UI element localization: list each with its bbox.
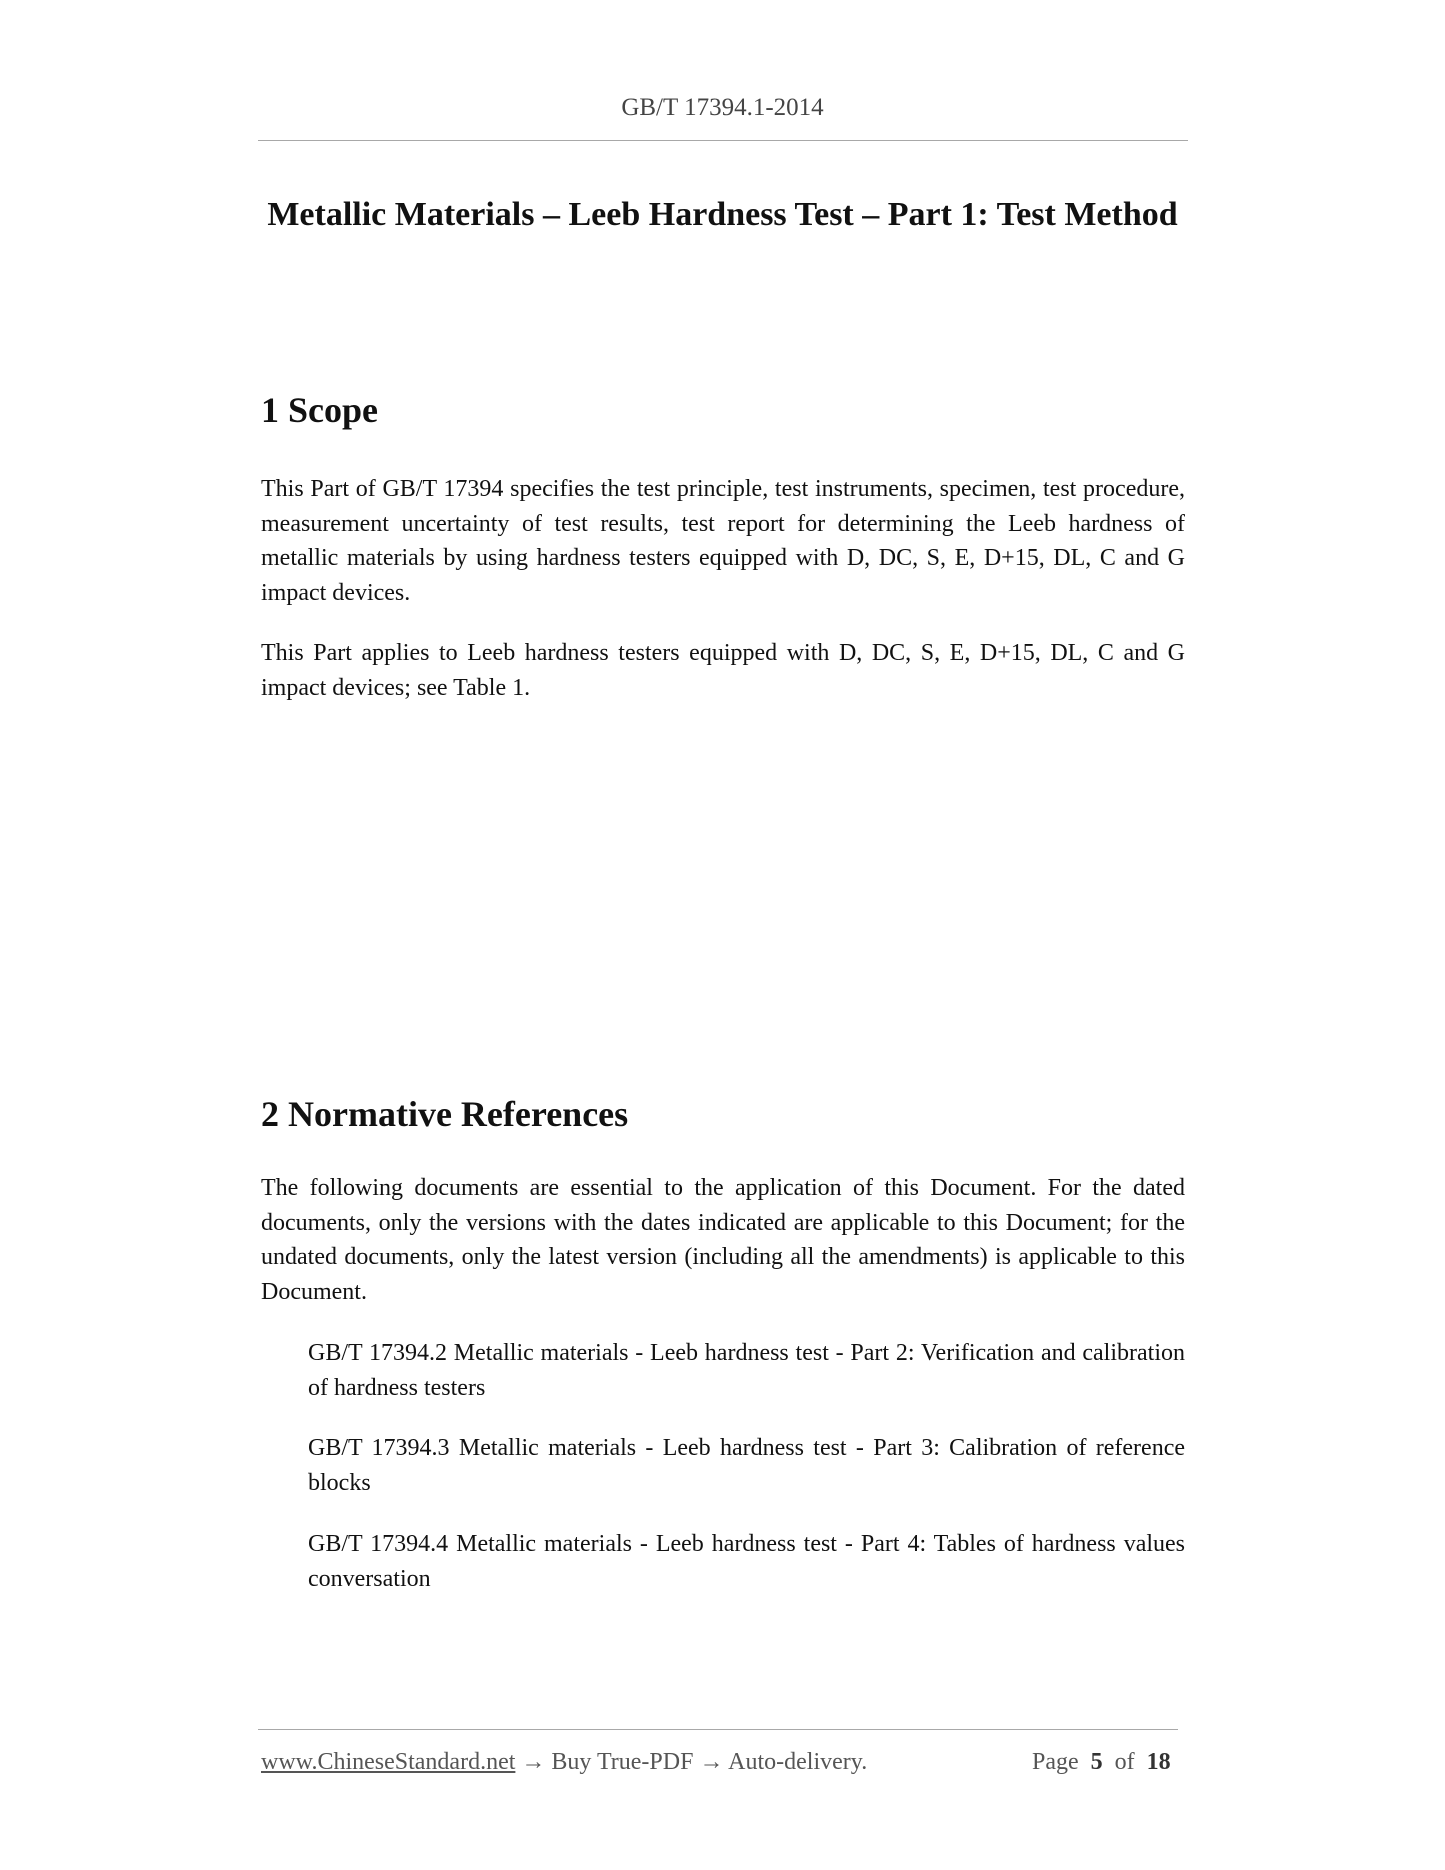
scope-paragraph-2: This Part applies to Leeb hardness testers equipped with D, DC, S, E, D+15, DL, C and G impact devices; see Table 1. <box>261 640 1185 701</box>
arrow-right-icon: → <box>699 1749 724 1775</box>
buy-true-pdf-text: Buy True-PDF <box>551 1749 694 1775</box>
header-standard-code: GB/T 17394.1-2014 <box>621 94 824 121</box>
chinesestandard-link[interactable]: www.ChineseStandard.net <box>261 1749 516 1775</box>
page-total: 18 <box>1146 1749 1171 1775</box>
reference-item: GB/T 17394.2 Metallic materials - Leeb hardness test - Part 2: Verification and calibration of hardness testers <box>308 1340 1185 1401</box>
footer-divider <box>258 1729 1178 1730</box>
page-current: 5 <box>1090 1749 1103 1775</box>
normative-intro-paragraph: The following documents are essential to the application of this Document. For the dated documents, only the versions with the dates indicated are applicable to this Document; for the undated documents, only the latest version (including all the amendments) is applicable to this Document. <box>261 1175 1185 1305</box>
scope-paragraph-1: This Part of GB/T 17394 specifies the test principle, test instruments, specimen, test procedure, measurement uncertainty of test results, test report for determining the Leeb hardness of metallic materials by using hardness testers equipped with D, DC, S, E, D+15, DL, C and G impact devices. <box>261 476 1185 606</box>
page-indicator <box>1032 1749 1171 1776</box>
page-label: Page <box>1032 1749 1079 1775</box>
reference-item: GB/T 17394.3 Metallic materials - Leeb hardness test - Part 3: Calibration of reference blocks <box>308 1435 1185 1496</box>
page-of-label: of <box>1114 1749 1135 1775</box>
section-heading-scope: 1 Scope <box>261 390 378 430</box>
footer-promo <box>261 1749 867 1776</box>
section-heading-normative-references: 2 Normative References <box>261 1094 629 1134</box>
header-divider <box>258 140 1188 141</box>
document-title: Metallic Materials – Leeb Hardness Test – Part 1: Test Method <box>267 196 1178 233</box>
arrow-right-icon: → <box>521 1749 546 1775</box>
auto-delivery-text: Auto-delivery. <box>728 1749 868 1775</box>
reference-item: GB/T 17394.4 Metallic materials - Leeb hardness test - Part 4: Tables of hardness values conversation <box>308 1531 1185 1592</box>
